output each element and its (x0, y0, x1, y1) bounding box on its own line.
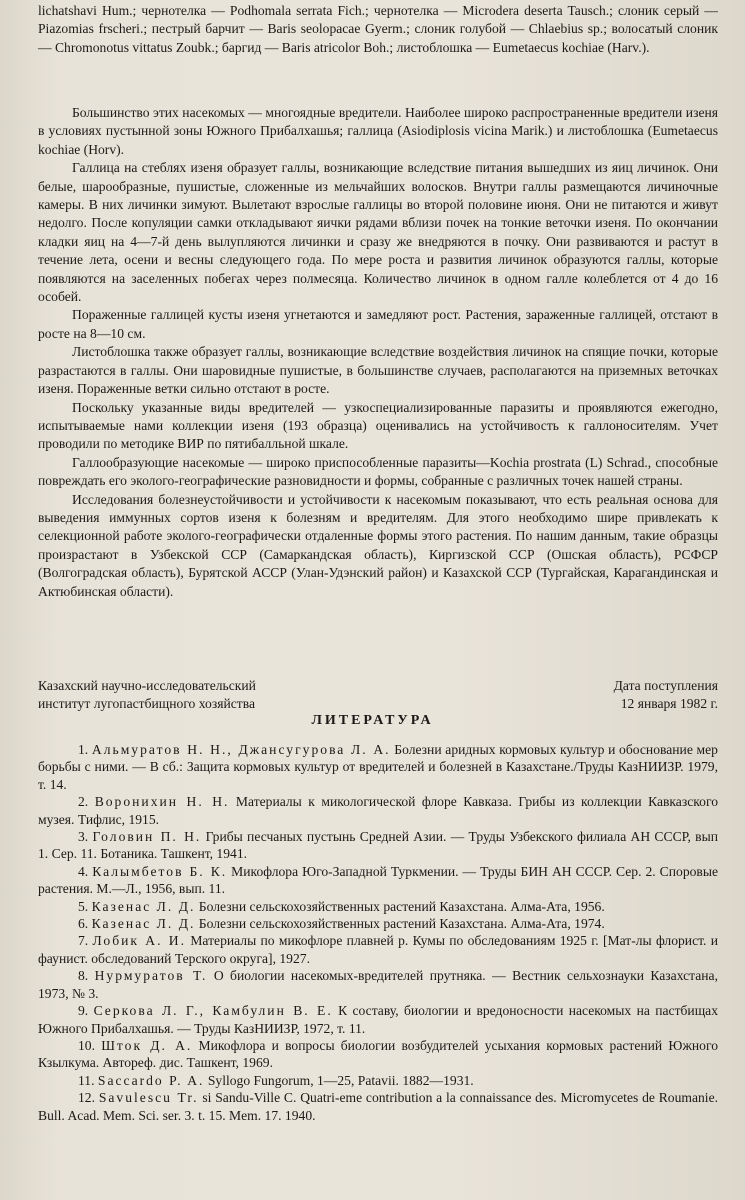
reference-authors: Savulescu Tr. (98, 1090, 199, 1106)
institute-line: институт лугопастбищного хозяйства (38, 696, 255, 712)
reference-item (38, 1002, 718, 1037)
body-paragraph: Листоблошка также образует галлы, возникающие вследствие воздействия личинок на спящие почки, которые разрастаются в галлы. Они шаровидные пушистые, в большинстве случаев, располагаются на приземных веточках изеня. Пораженные ветки сильно отстают в росте. (38, 344, 718, 397)
body-text (38, 104, 718, 601)
reference-authors: Калымбетов Б. К. (92, 863, 228, 879)
reference-authors: Нурмуратов Т. (94, 968, 208, 984)
date-value: 12 января 1982 г. (620, 696, 718, 712)
body-paragraph: Пораженные галлицей кусты изеня угнетаются и замедляют рост. Растения, зараженные галлицей, отстают в росте на 8—10 см. (38, 307, 718, 341)
reference-authors: Серкова Л. Г., Камбулин В. Е. (93, 1003, 333, 1019)
reference-text: Материалы по микофлоре плавней р. Кумы по обследованиям 1925 г. [Мат-лы флорист. и фаунист. обследований Терского округа], 1927. (38, 933, 718, 966)
reference-authors: Шток Д. А. (101, 1037, 193, 1053)
institute-line: Казахский научно-исследовательский (38, 678, 256, 693)
date-label: Дата поступления (613, 678, 718, 693)
reference-text: Грибы песчаных пустынь Средней Азии. — Труды Узбекского филиала АН СССР, вып 1. Сер. 11. Ботаника. Ташкент, 1941. (38, 829, 719, 862)
reference-text: si Sandu-Ville C. Quatri-eme contribution a la connaissance des. Micromycetes de Roumanie. Bull. Acad. Mem. Sci. ser. 3. t. 15. Mem. 17. 1940. (38, 1090, 719, 1123)
reference-text: Болезни сельскохозяйственных растений Казахстана. Алма-Ата, 1974. (198, 916, 605, 932)
body-paragraph: Галлообразующие насекомые — широко приспособленные паразиты—Kochia prostrata (L) Schrad., способные повреждать его эколого-географические разновидности и формы, собранные с различных точек нашей страны. (38, 454, 718, 489)
reference-item (38, 932, 718, 967)
reference-item (38, 863, 718, 898)
reference-item (38, 967, 718, 1002)
reference-number: 2. (78, 794, 89, 810)
reference-text: Материалы к микологической флоре Кавказа. Грибы из коллекции Кавказского музея. Тифлис, 1915. (38, 794, 718, 827)
reference-number: 11. (78, 1072, 95, 1088)
reference-item (38, 828, 718, 863)
reference-item (38, 898, 718, 915)
reference-number: 6. (78, 916, 89, 932)
reference-number: 12. (78, 1090, 95, 1106)
reference-item (38, 1072, 718, 1089)
reference-number: 8. (78, 968, 89, 984)
reference-number: 5. (78, 898, 89, 914)
institute-affiliation (38, 677, 398, 714)
reference-authors: Казенас Л. Д. (91, 916, 196, 932)
reference-text: Микофлора Юго-Западной Туркмении. — Труды БИН АН СССР. Сер. 2. Споровые растения. М.—Л., 1956, вып. 11. (38, 863, 718, 897)
reference-authors: Лобик А. И. (92, 933, 187, 949)
reference-authors: Воронихин Н. Н. (94, 794, 230, 810)
reference-number: 10. (78, 1037, 95, 1053)
reference-number: 3. (78, 829, 89, 845)
reference-item (38, 793, 718, 828)
reference-authors: Saccardo P. A. (97, 1072, 205, 1088)
reference-item (38, 1037, 718, 1072)
reference-item (38, 741, 718, 793)
reference-authors: Головин П. Н. (92, 829, 202, 845)
reference-number: 9. (78, 1003, 89, 1019)
reference-text: Болезни аридных кормовых культур и обоснование мер борьбы с ними. — В сб.: Защита кормовых культур от вредителей и болезней в Казахстане./Труды КазНИИЗР. 1979, т. 14. (38, 742, 718, 792)
reference-text: Болезни сельскохозяйственных растений Казахстана. Алма-Ата, 1956. (198, 898, 605, 914)
reference-authors: Альмуратов Н. Н., Джансугурова Л. А. (91, 742, 391, 757)
reference-list (38, 741, 718, 1124)
reference-authors: Казенас Л. Д. (91, 898, 196, 914)
literature-heading: ЛИТЕРАТУРА (311, 713, 434, 728)
species-list-paragraph: lichatshavi Hum.; чернотелка — Podhomala serrata Fich.; чернотелка — Microdera deserta Tausch.; слоник серый — Piazomias frscheri.; пестрый барчит — Baris seolopacae Gyerm.; слоник голубой — Chlaebius sp.; волосатый слоник — Chromonotus vittatus Zoubk.; баргид — Baris atricolor Boh.; листоблошка — Eumetaecus kochiae (Harv.). (38, 3, 718, 55)
reference-item (38, 1089, 718, 1124)
received-date (518, 677, 718, 714)
reference-number: 4. (78, 863, 89, 879)
body-paragraph: Галлица на стеблях изеня образует галлы, возникающие вследствие питания вышедших из яиц личинок. Они белые, шарообразные, пушистые, сложенные из мельчайших волосков. Внутри галлы размещаются личиночные камеры. В них личинки зимуют. Вылетают взрослые галлицы во второй половине июня. Они не питаются и живут недолго. После копуляции самки откладывают яички рядами вблизи почек на тонкие веточки изеня. По окончании кладки яиц на 4—7-й день вылупляются личинки и сразу же внедряются в почку. Они развиваются и растут в течение лета, осени и весны следующего года. По мере роста и развития личинок образуются галлы, которые появляются на заселенных побегах через полмесяца. Количество личинок в одном галле колеблется от 4 до 16 особей. (38, 160, 718, 305)
reference-text: Микофлора и вопросы биологии возбудителей усыхания кормовых растений Южного Кзылкума. Автореф. дис. Ташкент, 1969. (38, 1037, 719, 1071)
reference-text: О биологии насекомых-вредителей прутняка. — Вестник сельхознауки Казахстана, 1973, № 3. (38, 968, 718, 1001)
species-list-block (38, 2, 718, 57)
reference-text: Syllogo Fungorum, 1—25, Patavii. 1882—1931. (207, 1072, 474, 1088)
reference-text: К составу, биологии и вредоносности насекомых на пастбищах Южного Прибалхашья. — Труды КазНИИЗР, 1972, т. 11. (38, 1003, 718, 1036)
reference-number: 7. (78, 933, 89, 949)
body-paragraph: Поскольку указанные виды вредителей — узкоспециализированные паразиты и проявляются ежегодно, испытываемые нами коллекции изеня (193 образца) оценивались на устойчивость к галлоносителям. Учет проводили по методике ВИР по пятибалльной шкале. (38, 399, 718, 452)
body-paragraph: Исследования болезнеустойчивости и устойчивости к насекомым показывают, что есть реальная основа для выведения иммунных сортов изеня к болезням и вредителям. Для этого необходимо шире привлекать к селекционной работе эколого-географически отдаленные формы этого растения. По нашим данным, такие образцы произрастают в Узбекской ССР (Самаркандская область), Киргизской ССР (Ошская область), РСФСР (Волгоградская область), Бурятской АССР (Улан-Удэнский район) и Казахской ССР (Тургайская, Карагандинская и Актюбинская области). (38, 491, 718, 599)
body-paragraph: Большинство этих насекомых — многоядные вредители. Наиболее широко распространенные вредители изеня в условиях пустынной зоны Южного Прибалхашья; галлица (Asiodiplosis vicina Marik.) и листоблошка (Eumetaecus kochiae (Horv). (38, 105, 718, 157)
reference-item (38, 915, 718, 932)
reference-number: 1. (78, 742, 89, 757)
